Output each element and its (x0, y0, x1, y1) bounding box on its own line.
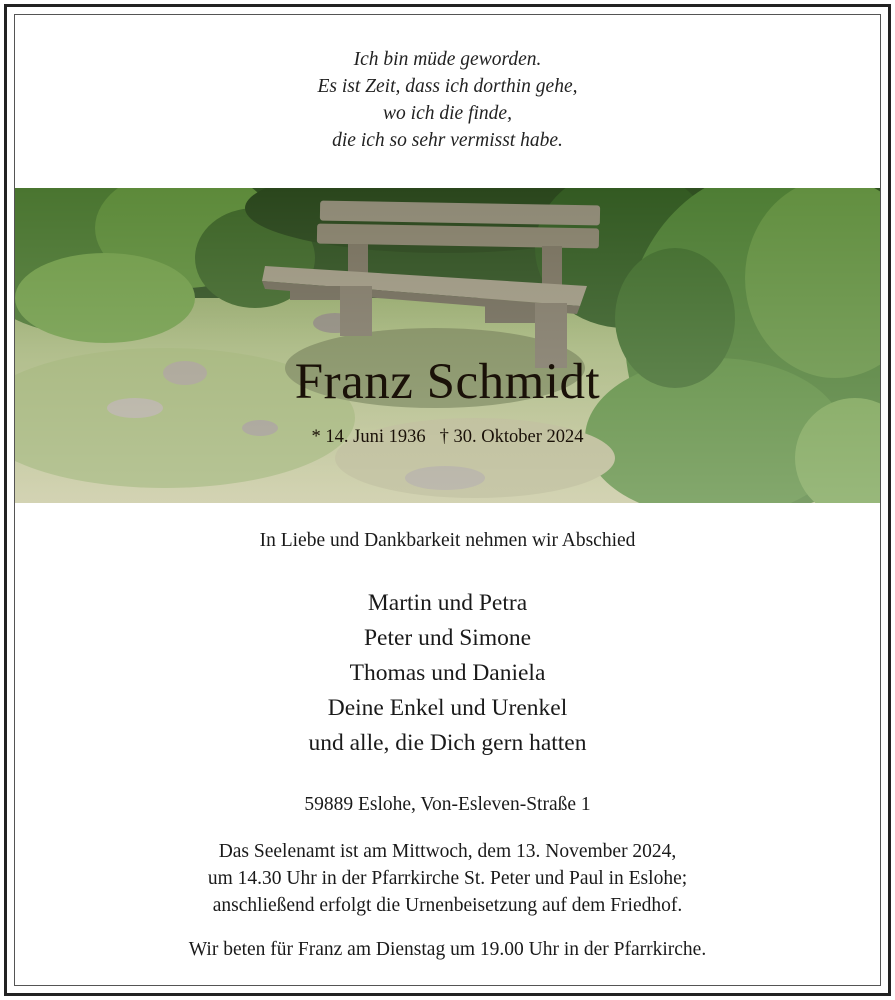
farewell-text: In Liebe und Dankbarkeit nehmen wir Abschied (259, 530, 636, 551)
service-line: um 14.30 Uhr in der Pfarrkirche St. Peter und Paul in Eslohe; (207, 868, 688, 889)
poem-line: die ich so sehr vermisst habe. (332, 130, 563, 151)
mourners-list (0, 586, 895, 761)
address: 59889 Eslohe, Von-Esleven-Straße 1 (304, 794, 591, 815)
mourner-line: Peter und Simone (363, 625, 532, 651)
service-info (0, 838, 895, 919)
bench-photo (15, 188, 880, 503)
mourner-line: Martin und Petra (367, 590, 528, 616)
poem-line: Es ist Zeit, dass ich dorthin gehe, (317, 76, 578, 97)
poem (0, 46, 895, 154)
life-dates (0, 424, 895, 450)
prayer-info: Wir beten für Franz am Dienstag um 19.00 Uhr in der Pfarrkirche. (188, 939, 707, 960)
poem-line: Ich bin müde geworden. (353, 49, 542, 70)
birth-date: * 14. Juni 1936 (311, 427, 426, 447)
service-line: Das Seelenamt ist am Mittwoch, dem 13. November 2024, (218, 841, 677, 862)
mourner-line: Thomas und Daniela (349, 660, 546, 686)
poem-line: wo ich die finde, (383, 103, 512, 124)
death-date: † 30. Oktober 2024 (439, 427, 584, 447)
deceased-name: Franz Schmidt (294, 354, 601, 410)
service-line: anschließend erfolgt die Urnenbeisetzung auf dem Friedhof. (212, 895, 683, 916)
mourner-line: Deine Enkel und Urenkel (327, 695, 568, 721)
mourner-line: und alle, die Dich gern hatten (308, 730, 587, 756)
